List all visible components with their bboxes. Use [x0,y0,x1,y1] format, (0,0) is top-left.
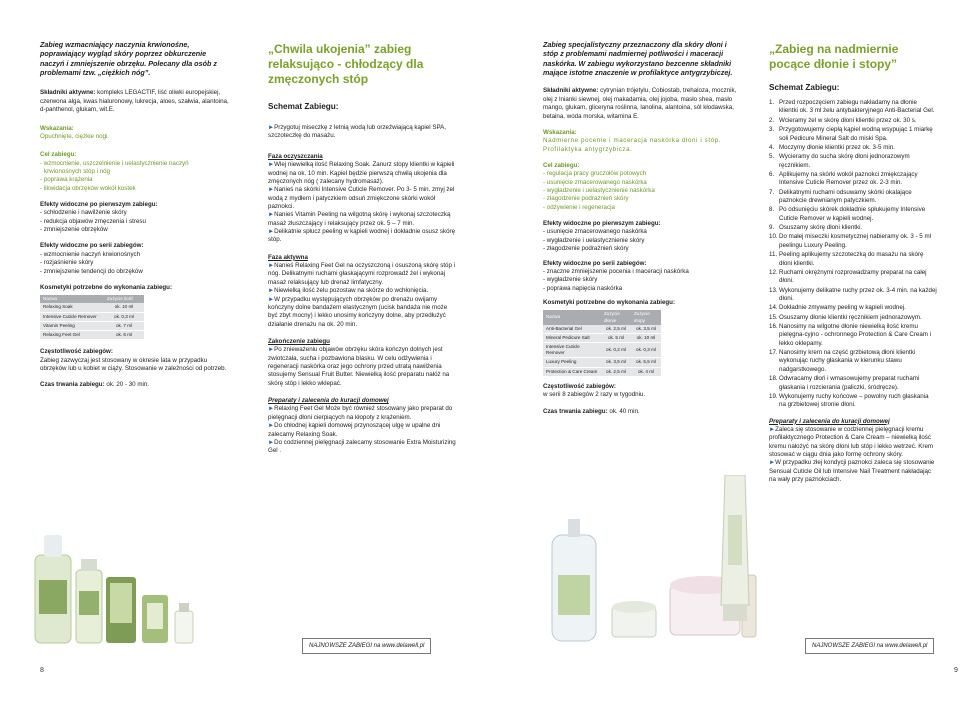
step-text: Do małej miseczki kosmetycznej nabieramy ok. 3 - 5 ml peelingu Luxury Peeling. [779,233,931,249]
czas-text: ok. 40 min. [609,407,640,415]
czas-label: Czas trwania zabiegu: [543,407,608,415]
step-text: Odwracamy dłoń i wmasowujemy preparat ruchami głaskania i rozcierania (paliczki, śródręcze). [779,375,920,391]
list-item: 8. Po odsunięciu skórek dokładnie spłukujemy Intensive Cuticle Remover w kąpieli wodnej. [769,206,937,223]
list-item: 3. Przygotowujemy ciepłą kąpiel wodną wsypując 1 miarkę soli Pedicure Mineral Salt do miski Spa. [769,126,937,143]
table-header: Zużycie dłonie [601,310,631,324]
left-schema-column [268,42,458,456]
right-schema-column [769,42,937,485]
czest-text: w serii 8 zabiegów 2 razy w tygodniu. [543,391,646,399]
right-info-column [543,40,739,416]
czas-text: ok. 20 - 30 min. [106,381,150,389]
table-cell: ok. 5,5 ml [631,358,661,367]
table-row [543,325,661,334]
left-info-column [40,40,232,390]
step-text: Ruchami okrężnymi rozprowadzamy preparat na całej dłoni. [779,268,927,285]
efekty-series [40,242,232,275]
faza1-item: ► Wlej niewielką ilość Relaxing Soak. Zanurz stopy klientki w kąpieli wodnej na ok. 10 min. Kąpiel będzie pierwszą chwilą ukojenia dla zmęczonych nóg ( zalecany hydromasaż). [268,161,458,186]
step-text: Nanosimy krem na część grzbietową dłoni klientki wykonując ruchy głaskania w kierunku stawu nadgarstkowego. [779,349,916,373]
faza3-label: Zakończenie zabiegu [268,337,330,345]
skladniki [543,87,739,120]
step-text: Moczymy dłonie klientki przez ok. 3-5 min. [779,143,895,151]
list-item: 19. Wykonujemy ruchy końcowe – powolny ruch głaskania na grzbietowej stronie dłoni. [769,393,937,410]
efekty-series-label: Efekty widoczne po serii zabiegów: [543,259,647,267]
footer-text: NAJNOWSZE ZABIEGI na www.delawell.pl [812,643,928,649]
list-item: 14. Dokładnie zmywamy peeling w kąpieli wodnej. [769,304,906,312]
footer-website-box [805,638,934,654]
prep-item: ► Do codziennej pielęgnacji zalecamy stosowanie Extra Moisturizing Gel . [268,439,458,456]
kosmetyki [543,299,739,377]
faza3-item: ► Po znieważeniu objawów obrzęku skóra kończyn dolnych jest zwiotczała, sucha i pozbawiona blasku. W celu odżywienia i regeneracji naskórka oraz jego ochrony przed utratą nawilżenia stosujemy Sensual Fruit Butter. Niewielką ilość preparatu nałóż na skórę stóp i lekko wklepać. [268,346,458,388]
kosmetyki-label: Kosmetyki potrzebne do wykonania zabiegu: [40,283,173,291]
cel-item: - złagodzenie podrażnień skóry [543,195,629,203]
table-header: Zużycie stopy [631,310,661,324]
efekty-item: - złagodzenie podrażnień skóry [543,245,629,253]
table-row [543,333,661,342]
list-item: 13. Wykonujemy delikatne ruchy przez ok. 3-4 min. na każdej dłoni. [769,286,937,302]
step-text: Peeling aplikujemy szczoteczką do masażu na skórę dłoni klientki. [779,251,924,267]
table-row [543,343,661,358]
table-row [40,312,144,321]
table-row [543,367,661,376]
faza2-item: ► W przypadku występujących obrzęków po drenażu owijamy kończyny dolne bandażem elastycznym (ucisk bandaża nie może być zbyt mocny) i lekko unosimy kończyny dolne, aby przedłużyć działanie drenażu na ok. 20 min. [268,296,458,329]
faza2-item: ► Nanieś Relaxing Feet Gel na oczyszczoną i osuszoną skórę stóp i nóg. Delikatnymi ruchami głaskającymi rozprowadź żel i wykonaj masaż relaksujący lub drenaż limfatyczny. [268,262,458,287]
czestotliwosc [40,348,232,373]
step-text: Przed rozpoczęciem zabiegu nakładamy na dłonie klientki ok. 3 ml żelu antybakteryjnego Anti-Bacterial Gel. [779,99,935,115]
table-row [40,303,144,312]
efekty-item: - wygładzenie skóry [543,276,598,284]
step-text: Wcieramy żel w skórę dłoni klientki przez ok. 30 s. [779,116,917,124]
table-row [543,358,661,367]
efekty-item: - wzmocnienie naczyń krwionośnych [40,250,141,258]
treatment-title: „Chwila ukojenia” zabieg relaksująco - chłodzący dla zmęczonych stóp [268,42,424,86]
table-cell: ok. 4 ml [631,367,661,376]
table-row [40,331,144,340]
schemat-heading: Schemat Zabiegu: [268,102,339,111]
faza1-item: ► Delikatnie spłucz peeling w kąpieli wodnej i dokładnie osusz skórę stóp. [268,228,458,245]
cel-item: - wzmocnienie, uszczelnienie i uelastycznienie naczyń [40,159,189,167]
step-text: Po odsunięciu skórek dokładnie spłukujemy Intensive Cuticle Remover w kąpieli wodnej. [779,206,926,222]
efekty-item: - rozjaśnienie skóry [40,259,94,267]
table-header: Nazwa [543,310,601,324]
efekty-item: - zmniejszenie tendencji do obrzęków [40,267,143,275]
list-item: 11. Peeling aplikujemy szczoteczką do masażu na skórę dłoni klientki. [769,251,937,268]
step-text: Aplikujemy na skórki wokół paznokci zmiękczający Intensive Cuticle Remover przez ok. 2-3 min. [779,170,918,187]
wskazania [40,125,232,142]
skladniki-label: Składniki aktywne: [543,87,599,95]
faza1-item: ► Nanieś na skórki Intensive Cuticle Remover. Po 3- 5 min. zmyj żel wodą z mydłem i patyczkiem odsuń zmiękczone skórki wokół paznokci. [268,186,458,211]
cel-item: - wygładzenie i uelastycznienie naskórka [543,187,655,195]
table-header: Zużycie ilość [104,295,144,303]
step-text: Przygotowujemy ciepłą kąpiel wodną wsypując 1 miarkę soli Pedicure Mineral Salt do miski Spa. [779,126,933,142]
czas-label: Czas trwania zabiegu: [40,381,105,389]
czest-text: Zabieg zazwyczaj jest stosowany w okresie lata w przypadku obrzęków lub u kobiet w ciąży. Stosowanie w zależności od potrzeb. [40,356,227,372]
prep-item: ► Do chłodnej kąpieli domowej przynoszącej ulgę w upalne dni zalecamy Relaxing Soak. [268,422,458,439]
table-cell: ok. 6 ml [104,331,144,340]
kosmetyki-table [40,295,144,340]
efekty-series-label: Efekty widoczne po serii zabiegów: [40,242,144,250]
faza1-label: Faza oczyszczania [268,152,323,160]
list-item: 17. Nanosimy krem na część grzbietową dłoni klientki wykonując ruchy głaskania w kierunku stawu nadgarstkowego. [769,349,937,374]
table-header-row [40,295,144,303]
intro-text: Zabieg wzmacniający naczynia krwionośne, poprawiający wygląd skóry poprzez obkurczenie naczyń i zmniejszenie obrzęku. Polecany dla osób z problemami tzw. „ciężkich nóg”. [40,40,217,78]
table-cell: Relaxing Feet Gel [40,331,104,340]
wskazania-text: Nadmierne pocenie i maceracja naskórka dłoni i stóp. Profilaktyka antygrzybicza. [543,137,722,153]
table-cell: ok. 3,5 ml [631,325,661,334]
efekty-first [40,201,232,234]
footer-text: NAJNOWSZE ZABIEGI na www.delawell.pl [309,643,425,649]
wskazania-text: Opuchnięte, ciężkie nogi. [40,132,110,140]
kosmetyki-label: Kosmetyki potrzebne do wykonania zabiegu: [543,298,676,306]
czas-trwania [543,408,739,416]
page-number: 9 [954,666,958,674]
step-text: Nanosimy na wilgotne dłonie niewielką ilość kremu pielęgna-cyjno - ochronnego Protection & Care Cream i lekko oklepamy. [779,323,932,347]
table-cell: ok. 3,5 ml [601,358,631,367]
list-item: 9. Osuszamy skórę dłoni klientki. [769,224,863,232]
step-text: Wykonujemy ruchy końcowe – powolny ruch głaskania na grzbietowej stronie dłoni. [779,392,929,409]
faza2-item: ► Niewielką ilość żelu pozostaw na skórze do wchłonięcia. [268,287,458,295]
table-cell: Mineral Pedicure Salt [543,333,601,342]
list-item: 6. Aplikujemy na skórki wokół paznokci zmiękczający Intensive Cuticle Remover przez ok. 2-3 min. [769,171,937,188]
efekty-first [543,220,739,253]
cel-item: - odżywienie i regeneracja [543,203,615,211]
table-cell: Relaxing Soak [40,303,104,312]
efekty-item: - znaczne zmniejszenie pocenia i maceracji naskórka [543,267,689,275]
cel-item: - poprawa krążenia [40,176,93,184]
page-number: 8 [40,666,44,674]
table-cell: ok. 10 ml [104,303,144,312]
czas-trwania [40,381,232,389]
table-cell: Protection & Care Cream [543,367,601,376]
efekty-item: - usunięcie zmacerowanego naskórka [543,228,647,236]
cel-item: krwionośnych stóp i nóg [44,167,111,175]
skladniki-label: Składniki aktywne: [40,89,96,97]
cel [40,151,232,193]
list-item: 16. Nanosimy na wilgotne dłonie niewielką ilość kremu pielęgna-cyjno - ochronnego Protection & Care Cream i lekko oklepamy. [769,323,937,348]
efekty-series [543,260,739,293]
table-cell: Anti-Bacterial Gel [543,325,601,334]
list-item: 12. Ruchami okrężnymi rozprowadzamy preparat na całej dłoni. [769,269,937,286]
table-header-row [543,310,661,324]
czest-label: Częstotliwość zabiegów: [40,348,113,356]
table-cell: ok. 10 ml [631,333,661,342]
czest-label: Częstotliwość zabiegów: [543,382,616,390]
step-text: Dokładnie zmywamy peeling w kąpieli wodnej. [779,304,906,312]
list-item: 18. Odwracamy dłoń i wmasowujemy preparat ruchami głaskania i rozcierania (paliczki, śródręcze). [769,375,937,392]
right-page [480,0,960,703]
list-item: 4. Moczymy dłonie klientki przez ok. 3-5 min. [769,143,895,151]
czestotliwosc [543,383,739,400]
table-cell: Vitamin Peeling [40,321,104,330]
prep-label: Preparaty i zalecenia do kuracji domowej [769,417,890,425]
kosmetyki [40,284,232,340]
list-item: 15. Osuszamy dłonie klientki ręcznikiem jednorazowym. [769,313,922,321]
efekty-item: - schłodzenie i nawilżenie skóry [40,209,127,217]
wskazania [543,129,739,154]
treatment-title: „Zabieg na nadmiernie pocące dłonie i stopy” [769,42,899,71]
step-text: Osuszamy dłonie klientki ręcznikiem jednorazowym. [779,313,922,321]
kosmetyki-table [543,310,661,377]
efekty-item: - poprawa napięcia naskórka [543,284,623,292]
step-text: Delikatnymi ruchami odsuwamy skórki okalające paznokcie drewnianym patyczkiem. [779,188,912,205]
table-header: Nazwa [40,295,104,303]
list-item: 2. Wcieramy żel w skórę dłoni klientki przez ok. 30 s. [769,116,917,124]
prep-label: Preparaty i zalecenia do kuracji domowej [268,397,389,405]
table-cell: Intensive Cuticle Remover [40,312,104,321]
cel-item: - likwidacja obrzęków wokół kostek [40,184,136,192]
wskazania-label: Wskazania: [40,124,74,132]
product-image-left [30,525,200,645]
cel-item: - usunięcie zmacerowanego naskórka [543,178,647,186]
prep-item: ► Relaxing Feet Gel Może być również stosowany jako preparat do pielęgnacji dłoni cierpiących na kłopoty z krążeniem. [268,405,458,422]
list-item: 10. Do małej miseczki kosmetycznej nabieramy ok. 3 - 5 ml peelingu Luxury Peeling. [769,233,937,250]
faza2-label: Faza aktywna [268,253,308,261]
efekty-item: - zmniejszenie obrzęków [40,226,108,234]
list-item: 7. Delikatnymi ruchami odsuwamy skórki okalające paznokcie drewnianym patyczkiem. [769,189,937,206]
table-cell: ok. 0,3 ml [631,343,661,358]
wskazania-label: Wskazania: [543,128,577,136]
table-cell: Intensive Cuticle Remover [543,343,601,358]
efekty-first-label: Efekty widoczne po pierwszym zabiegu: [543,220,661,228]
table-cell: ok. 2,5 ml [601,325,631,334]
footer-website-box [302,638,431,654]
cel [543,162,739,212]
schemat-intro: ► Przygotuj miseczkę z letnią wodą lub orzeźwiającą kąpiel SPA, szczoteczkę do masażu. [268,124,458,141]
table-cell: ok. 5 ml [601,333,631,342]
skladniki-text: cytrynian trójetylu, Cobiostab, trehaloza, mocznik, olej z lnianki siewnej, olej makadamia, olej jojoba, masło shea, masło mango, glukam, gliceryna roślinna, lanolina, alantoina, sól kłodawska, betaina, woda morska, witamina E. [543,87,737,120]
efekty-item: - wygładzenie i uelastycznienie skóry [543,236,645,244]
step-text: Wycieramy do sucha skórę dłoni jednorazowym ręcznikiem. [779,153,910,169]
skladniki [40,89,232,114]
table-cell: ok. 0,2 ml [601,343,631,358]
table-row [40,321,144,330]
steps-list [769,99,937,410]
efekty-item: - redukcja objawów zmęczenia i stresu [40,217,146,225]
table-cell: ok. 2,5 ml [601,367,631,376]
prep-item: ► W przypadku złej kondycji paznokci zaleca się stosowanie Sensual Cuticle Oil lub Intensive Nail Treatment nakładając na wały przy paznokciach. [769,459,937,484]
list-item: 5. Wycieramy do sucha skórę dłoni jednorazowym ręcznikiem. [769,153,937,170]
step-text: Osuszamy skórę dłoni klientki. [779,224,863,232]
cel-label: Cel zabiegu: [40,151,77,159]
table-cell: ok. 7 ml [104,321,144,330]
table-cell: ok. 0,3 ml [104,312,144,321]
efekty-first-label: Efekty widoczne po pierwszym zabiegu: [40,201,158,209]
faza1-item: ► Nanieś Vitamin Peeling na wilgotną skórę i wykonaj szczoteczką masaż złuszczający i relaksujący przez ok. 5 – 7 min. [268,211,458,228]
product-tube-image [715,475,755,625]
cel-label: Cel zabiegu: [543,161,580,169]
intro-text: Zabieg specjalistyczny przeznaczony dla skóry dłoni i stóp z problemami nadmiernej potliwości i maceracji naskórka. W zabiegu wykorzystano bezcenne składniki mające istotne znaczenie w profilaktyce antygrzybiczej. [543,40,733,78]
prep-item: ► Zaleca się stosowanie w codziennej pielęgnacji kremu profilaktycznego Protection & Care Cream – niewielką ilość kremu nałożyć na skórę dłoni lub stóp i lekko wetrzeć. Krem stosować w ciągu dnia jako formę ochrony skóry. [769,426,937,459]
schemat-heading: Schemat Zabiegu: [769,83,840,92]
step-text: Wykonujemy delikatne ruchy przez ok. 3-4 min. na każdej dłoni. [779,286,937,302]
cel-item: - regulacja pracy gruczołów potowych [543,170,647,178]
skladniki-text: kompleks LEGACTIF, liść oliwki europejskiej, czerwona alga, kwas hialuronowy, lukrecja, aloes, szałwia, alantoina, d-panthenol, glukam, wit.E. [40,89,229,114]
table-cell: Luxury Peeling [543,358,601,367]
list-item: 1. Przed rozpoczęciem zabiegu nakładamy na dłonie klientki ok. 3 ml żelu antybakteryjnego Anti-Bacterial Gel. [769,99,937,116]
